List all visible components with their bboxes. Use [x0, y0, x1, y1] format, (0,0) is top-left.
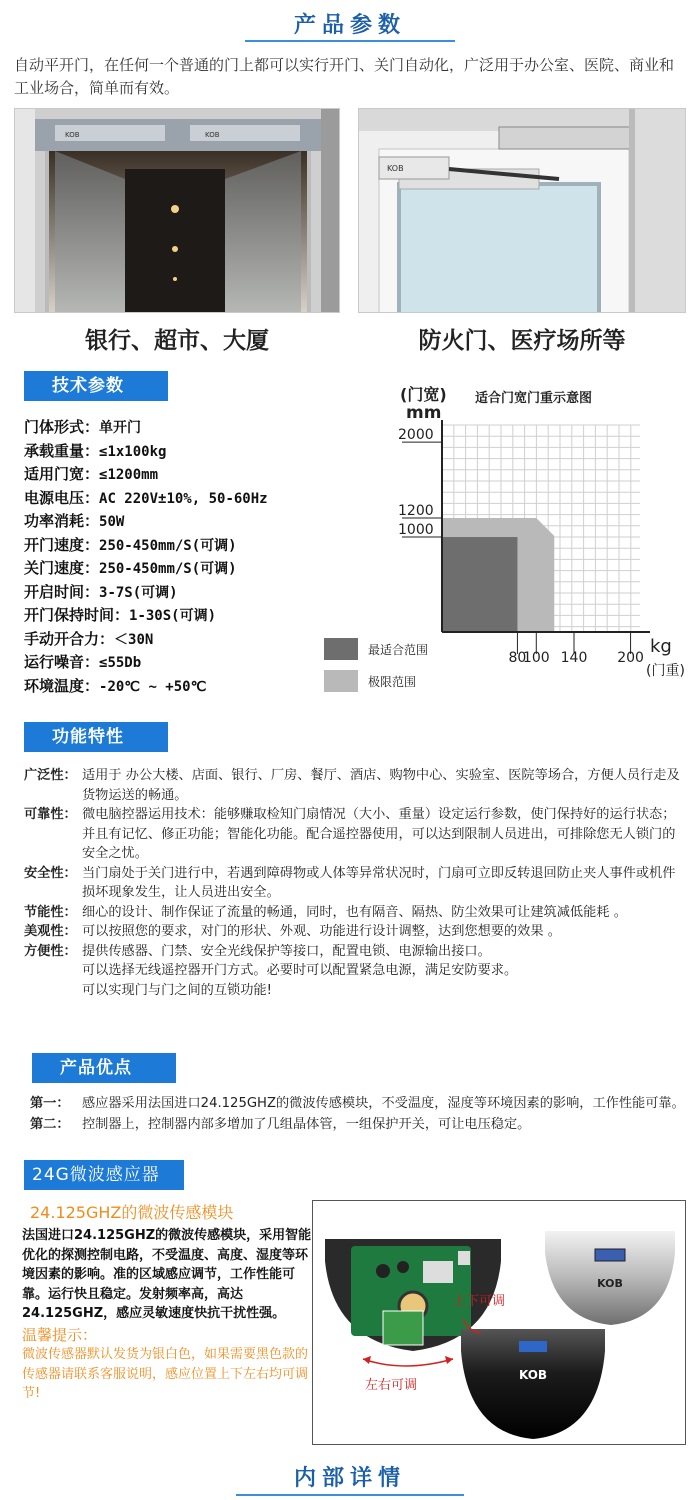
- advantage-value: 感应器采用法国进口24.125GHZ的微波传感模块，不受温度，湿度等环境因素的影响，工作性能可靠。: [82, 1096, 685, 1111]
- legend-swatch-limit: [324, 670, 358, 692]
- feature-value: 可以选择无线遥控器开门方式。必要时可以配置紧急电源，满足安防要求。: [82, 963, 518, 978]
- feature-key: 可靠性：: [24, 807, 77, 822]
- spec-value: ＜30N: [114, 631, 154, 648]
- page-title: 产品参数: [293, 13, 406, 38]
- feature-row: [24, 864, 684, 903]
- label-updown: 上下可调: [453, 1294, 506, 1309]
- feature-value: 提供传感器、门禁、安全光线保护等接口，配置电锁、电源输出接口。: [82, 943, 491, 959]
- spec-value: 50W: [99, 514, 125, 530]
- feature-key: [24, 961, 82, 981]
- spec-value: 3-7S(可调): [99, 584, 178, 601]
- y-tick-label: 2000: [398, 427, 434, 444]
- spec-value: ≤1x100kg: [99, 443, 167, 460]
- sensor-description: [22, 1226, 312, 1404]
- sensor-subtitle: 24.125GHZ的微波传感模块: [30, 1203, 234, 1222]
- spec-key: 运行噪音：: [24, 653, 100, 671]
- footer-title: 内部详情: [293, 1466, 406, 1491]
- spec-key: 承载重量：: [24, 441, 100, 460]
- feature-key: 方便性：: [24, 943, 77, 959]
- legend-swatch-best: [324, 638, 358, 660]
- advantage-key: 第一：: [30, 1096, 70, 1111]
- x-tick-label: 200: [617, 650, 644, 666]
- feature-row: [24, 903, 684, 923]
- legend-label-limit: 极限范围: [368, 675, 417, 689]
- feature-row: [24, 922, 684, 942]
- feature-value: 当门扇处于关门进行中，若遇到障碍物或人体等异常状况时，门扇可立即反转退回防止夹人事件或机件损坏现象发生，让人员进出安全。: [82, 865, 676, 900]
- feature-row: [24, 942, 684, 962]
- spec-key: 门体形式：: [24, 418, 100, 436]
- advantage-row: [30, 1094, 690, 1113]
- spec-key: 关门速度：: [24, 559, 100, 577]
- weight-width-chart: [320, 380, 700, 700]
- chart-svg: [320, 380, 700, 700]
- svg-text:KOB: KOB: [387, 164, 404, 173]
- advantages-list: [30, 1094, 690, 1136]
- advantage-row: [30, 1115, 690, 1134]
- tip-text: 微波传感器默认发货为银白色，如果需要黑色款的传感器请联系客服说明，感应位置上下左右均可调节!: [22, 1347, 309, 1401]
- section-title-params: [0, 8, 700, 39]
- x-tick-label: 80: [508, 650, 527, 666]
- sensor-desc-text: 法国进口24.125GHZ的微波传感模块，采用智能优化的探测控制电路，不受温度、高度、湿度等环境因素的影响。准的区域感应调节，工作性能可靠。运行快且稳定。发射频率高，高达24.125GHZ，感应灵敏速度快抗干扰性强。: [22, 1228, 312, 1321]
- spec-value: 250-450mm/S(可调): [99, 537, 237, 554]
- photo-caption-fire: 防火门、医疗场所等: [418, 328, 626, 354]
- chart-title: 适合门宽门重示意图: [475, 391, 593, 406]
- y-tick-label: 1000: [398, 522, 434, 539]
- black-sensor-brand: KOB: [518, 1368, 548, 1382]
- feature-value: 适用于 办公大楼、店面、银行、厂房、餐厅、酒店、购物中心、实验室、医院等场合，方便人员行走及货物运送的畅通。: [82, 768, 680, 803]
- spec-key: 开启时间：: [24, 582, 100, 601]
- x-axis-unit: kg: [650, 636, 672, 657]
- silver-sensor-brand: KOB: [597, 1277, 623, 1290]
- x-axis-sub: (门重): [646, 663, 685, 679]
- spec-key: 电源电压：: [24, 488, 100, 507]
- feature-key: [24, 981, 82, 1001]
- footer-underline: [236, 1494, 464, 1496]
- section-tag-tech: 技术参数: [24, 371, 168, 401]
- section-tag-advantages: 产品优点: [32, 1053, 176, 1083]
- photo-glass-door: [14, 108, 340, 313]
- spec-key: 开门速度：: [24, 535, 100, 554]
- spec-value: -20℃ ~ +50℃: [99, 678, 207, 695]
- legend-label-best: 最适合范围: [368, 643, 429, 657]
- section-title-internal: [0, 1461, 700, 1492]
- feature-key: 安全性：: [24, 865, 77, 881]
- features-list: [24, 766, 684, 1000]
- spec-value: ≤55Db: [99, 655, 142, 671]
- advantage-key: 第二：: [30, 1117, 70, 1132]
- x-tick-label: 100: [522, 650, 550, 666]
- photo-caption-bank: 银行、超市、大厦: [85, 328, 269, 354]
- spec-key: 手动开合力：: [24, 629, 115, 648]
- section-tag-features: 功能特性: [24, 722, 168, 752]
- spec-key: 功率消耗：: [24, 512, 100, 530]
- y-tick-label: 1200: [398, 503, 434, 520]
- feature-key: 广泛性：: [24, 768, 77, 783]
- x-tick-label: 140: [560, 650, 588, 666]
- svg-text:KOB: KOB: [205, 131, 220, 139]
- feature-value: 可以按照您的要求，对门的形状、外观、功能进行设计调整，达到您想要的效果 。: [82, 924, 561, 939]
- feature-row: [24, 766, 684, 805]
- spec-key: 环境温度：: [24, 676, 100, 695]
- feature-row: [24, 961, 684, 981]
- spec-value: ≤1200mm: [99, 467, 159, 483]
- label-leftright: 左右可调: [365, 1378, 418, 1393]
- brand-mark: KOB: [65, 131, 80, 139]
- feature-value: 可以实现门与门之间的互锁功能!: [82, 982, 272, 998]
- advantage-value: 控制器上，控制器内部多增加了几组晶体管，一组保护开关，可让电压稳定。: [82, 1117, 531, 1132]
- spec-value: 单开门: [99, 420, 142, 436]
- feature-key: 节能性：: [24, 904, 77, 920]
- title-underline: [245, 40, 455, 42]
- spec-key: 开门保持时间：: [24, 606, 130, 624]
- spec-value: AC 220V±10%, 50-60Hz: [99, 490, 268, 507]
- spec-value: 250-450mm/S(可调): [99, 561, 237, 577]
- y-axis-unit: mm: [406, 403, 442, 423]
- feature-key: 美观性：: [24, 924, 77, 939]
- feature-row: [24, 805, 684, 864]
- section-tag-sensor: 24G微波感应器: [24, 1160, 184, 1190]
- tip-title: 温馨提示：: [22, 1325, 98, 1344]
- photo-fire-door: [358, 108, 686, 313]
- feature-value: 细心的设计、制作保证了流量的畅通，同时，也有隔音、隔热、防尘效果可让建筑减低能耗 。: [82, 904, 627, 920]
- feature-row: [24, 981, 684, 1001]
- region-best: [442, 537, 517, 632]
- y-axis-label: (门宽): [400, 385, 447, 404]
- feature-value: 微电脑控器运用技术：能够赚取检知门扇情况（大小、重量）设定运行参数，使门保持好的运行状态；并且有记忆、修正功能；智能化功能。配合遥控器使用，可以达到限制人员进出，可排除您无人锁门的安全之忧。: [82, 807, 676, 861]
- intro-text: 自动平开门，在任何一个普通的门上都可以实行开门、关门自动化，广泛用于办公室、医院、商业和工业场合，简单而有效。: [14, 56, 675, 97]
- spec-value: 1-30S(可调): [129, 608, 217, 624]
- sensor-photo: [312, 1200, 686, 1445]
- spec-key: 适用门宽：: [24, 465, 100, 483]
